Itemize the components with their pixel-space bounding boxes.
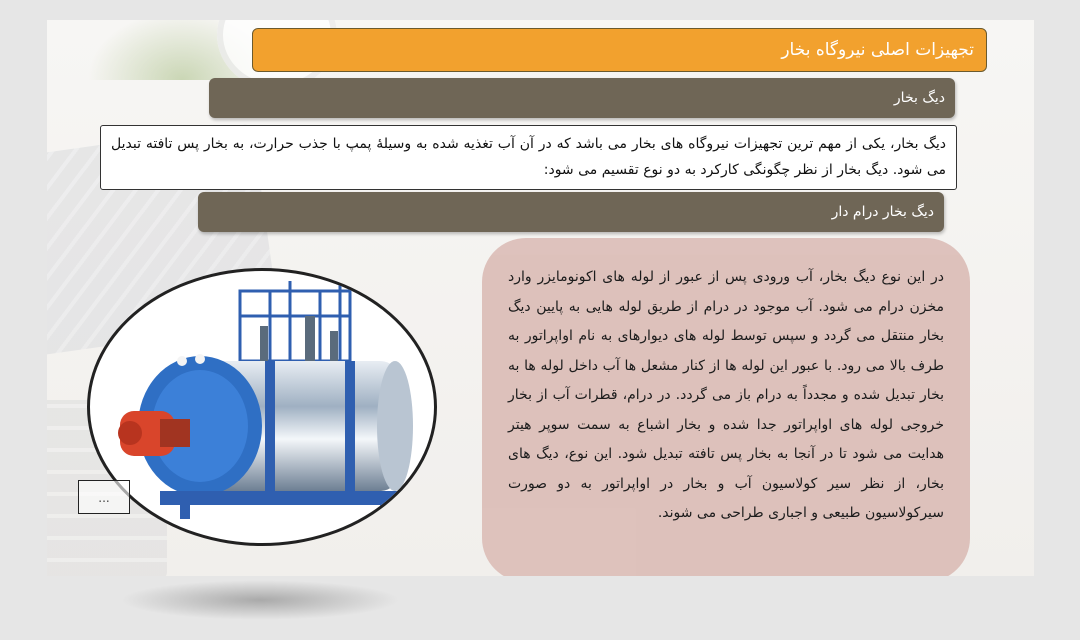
section-heading: دیگ بخار [209,78,955,118]
boiler-image [87,268,437,546]
decorative-shadow [120,580,400,620]
slide-title: تجهیزات اصلی نیروگاه بخار [252,28,987,72]
body-text: در این نوع دیگ بخار، آب ورودی پس از عبور از لوله های اکونومایزر وارد مخزن درام می شود. آب موجود در درام از طریق لوله هایی به پایین دیگ بخار منتقل می گردد و سپس توسط لوله های دیوارهای به نام اواپراتور به طرف بالا می رود. با عبور این لوله ها از کنار مشعل ها آب داخل لوله ها به بخار تبدیل شده و مجدداً به درام باز می گردد. در درام، قطرات آب از بخار خروجی لوله های اواپراتور جدا شده و بخار اشباع به سمت سوپر هیتر هدایت می شود تا در آنجا به بخار پس تافته تبدیل شود. این نوع، دیگ های بخار، از نظر سیر کولاسیون آب و بخار در اواپراتور به دو صورت سیرکولاسیون طبیعی و اجباری طراحی می شوند. [482,238,970,576]
steam-boiler-icon [90,271,434,543]
intro-text: دیگ بخار، یکی از مهم ترین تجهیزات نیروگاه های بخار می باشد که در آن آب تغذیه شده به وسیلهٔ پمپ با جذب حرارت، به بخار پس تافته تبدیل می شود. دیگ بخار از نظر چگونگی کارکرد به دو نوع تقسیم می شود: [100,125,957,190]
subsection-heading: دیگ بخار درام دار [198,192,944,232]
more-options-button[interactable]: ... [78,480,130,514]
slide [47,20,1034,576]
